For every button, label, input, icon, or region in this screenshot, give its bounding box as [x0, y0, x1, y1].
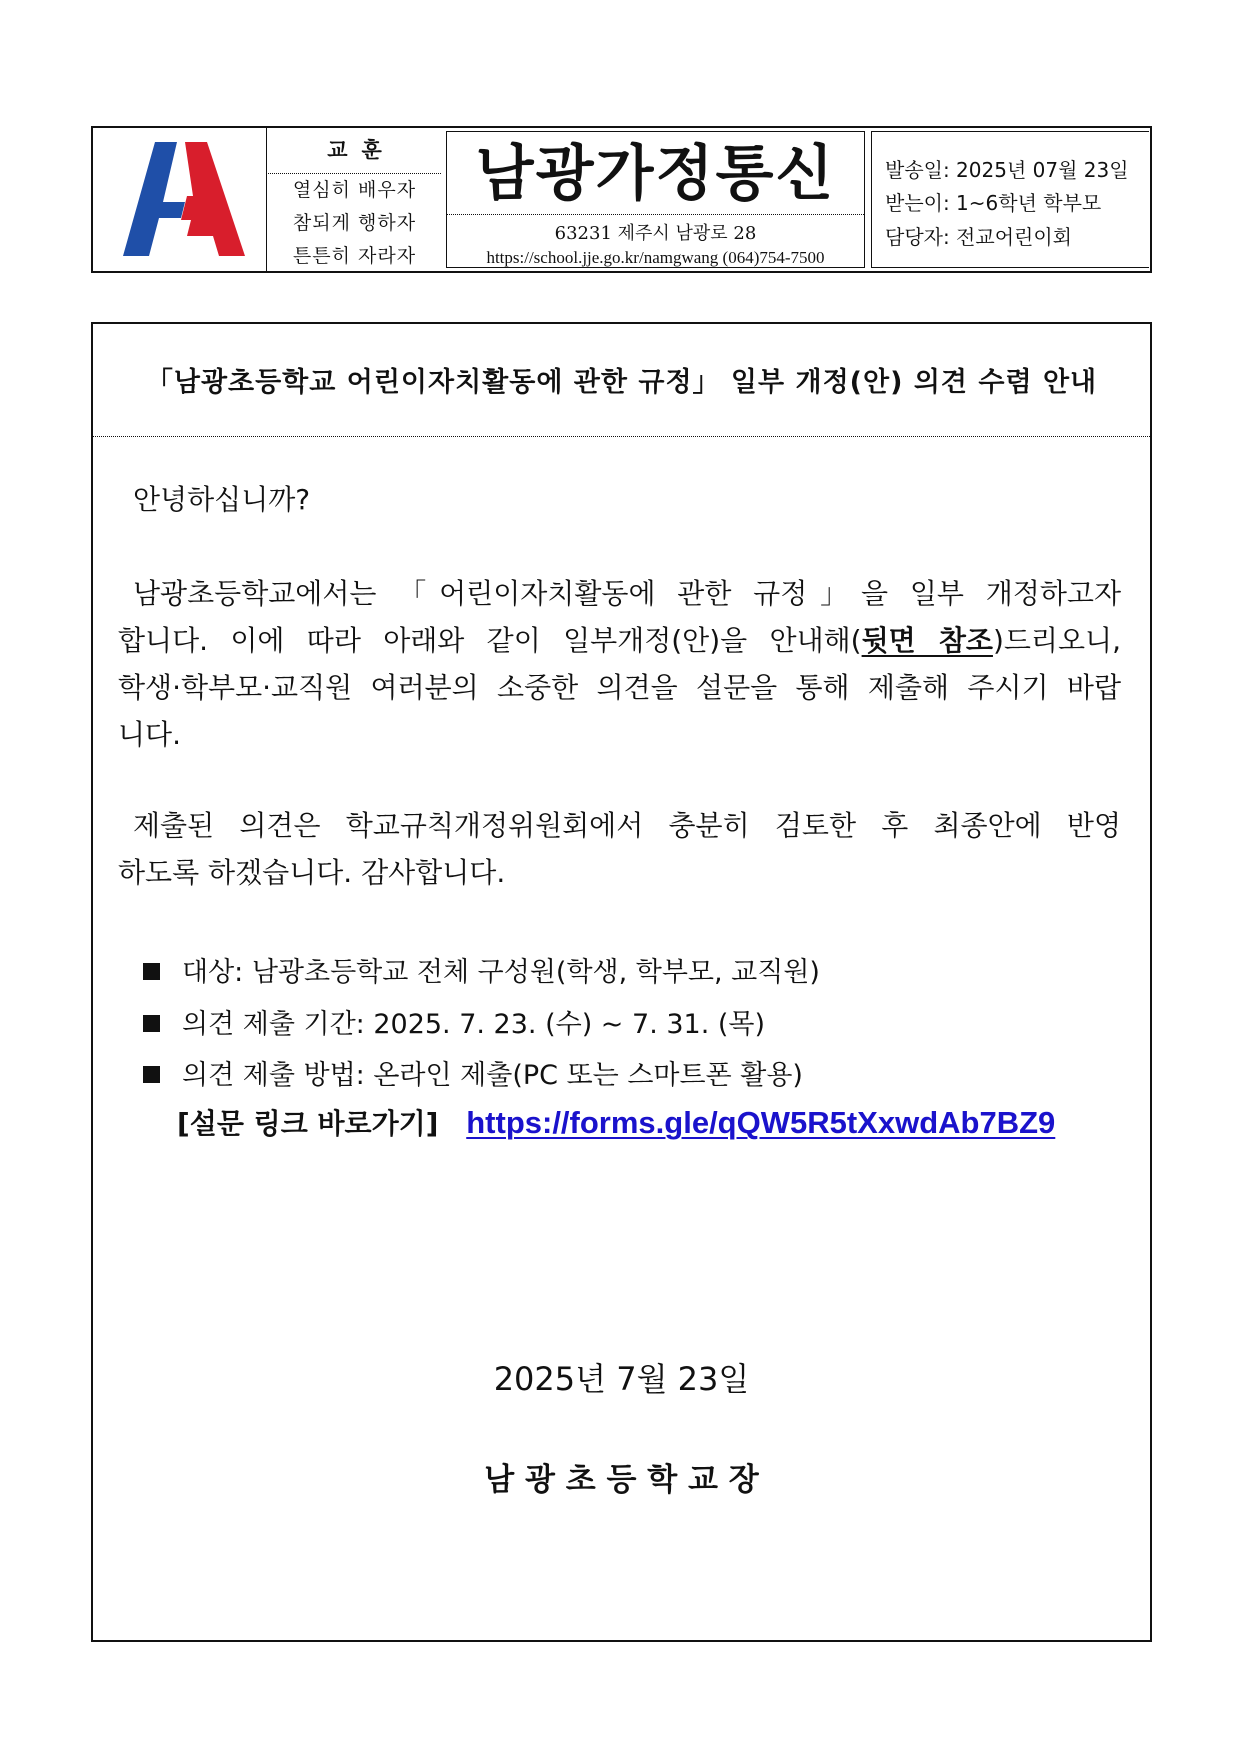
masthead [443, 128, 868, 271]
person-in-charge: 담당자: 전교어린이회 [885, 225, 1072, 249]
square-bullet-icon [143, 1066, 160, 1083]
send-date: 발송일: 2025년 07월 23일 [885, 158, 1129, 182]
paragraph-line: 합니다. 이에 따라 아래와 같이 일부개정(안)을 안내해(뒷면 참조)드리오니, [118, 624, 1121, 657]
school-address: 63231 제주시 남광로 28 [554, 223, 757, 244]
survey-row [177, 1102, 1055, 1142]
newsletter-header [91, 126, 1152, 273]
motto-line: 열심히 배우자 [292, 179, 417, 201]
issue-date: 2025년 7월 23일 [493, 1360, 750, 1398]
motto-line: 튼튼히 자라자 [292, 245, 417, 267]
school-contact: https://school.jje.go.kr/namgwang (064)754-7500 [486, 248, 825, 267]
notice-title: 「남광초등학교 어린이자치활동에 관한 규정」 일부 개정(안) 의견 수렴 안내 [145, 367, 1098, 398]
divider [266, 128, 267, 271]
bullet-method: 의견 제출 방법: 온라인 제출(PC 또는 스마트폰 활용) [143, 1053, 803, 1092]
paragraph-line: 제출된 의견은 학교규칙개정위원회에서 충분히 검토한 후 최종안에 반영 [133, 809, 1121, 842]
back-page-reference: 뒷면 참조 [861, 624, 993, 657]
paragraph-line: 남광초등학교에서는 「어린이자치활동에 관한 규정」을 일부 개정하고자 [133, 577, 1121, 610]
bullet-target: 대상: 남광초등학교 전체 구성원(학생, 학부모, 교직원) [143, 950, 820, 989]
title-divider [93, 436, 1150, 437]
square-bullet-icon [143, 963, 160, 980]
survey-link[interactable]: https://forms.gle/qQW5R5tXxwdAb7BZ9 [466, 1105, 1056, 1140]
recipient: 받는이: 1~6학년 학부모 [885, 191, 1102, 215]
survey-label: [설문 링크 바로가기] [177, 1107, 439, 1140]
square-bullet-icon [143, 1015, 160, 1032]
notice-body [91, 322, 1152, 1642]
paragraph-intro [118, 570, 1121, 758]
paragraph-closing [118, 802, 1121, 896]
motto-line: 참되게 행하자 [292, 212, 417, 234]
paragraph-line: 학생·학부모·교직원 여러분의 소중한 의견을 설문을 통해 제출해 주시기 바랍 [118, 671, 1121, 704]
motto-heading: 교훈 [268, 128, 441, 174]
paragraph-line: 하도록 하겠습니다. 감사합니다. [118, 856, 506, 889]
school-emblem-icon [121, 140, 247, 258]
newsletter-title: 남광가정통신 [447, 132, 864, 215]
greeting: 안녕하십니까? [133, 483, 311, 516]
bullet-period: 의견 제출 기간: 2025. 7. 23. (수) ~ 7. 31. (목) [143, 1002, 765, 1041]
paragraph-line: 니다. [118, 718, 181, 751]
principal-signature: 남 광 초 등 학 교 장 [484, 1462, 759, 1498]
delivery-info [868, 128, 1152, 271]
school-motto [268, 128, 441, 271]
